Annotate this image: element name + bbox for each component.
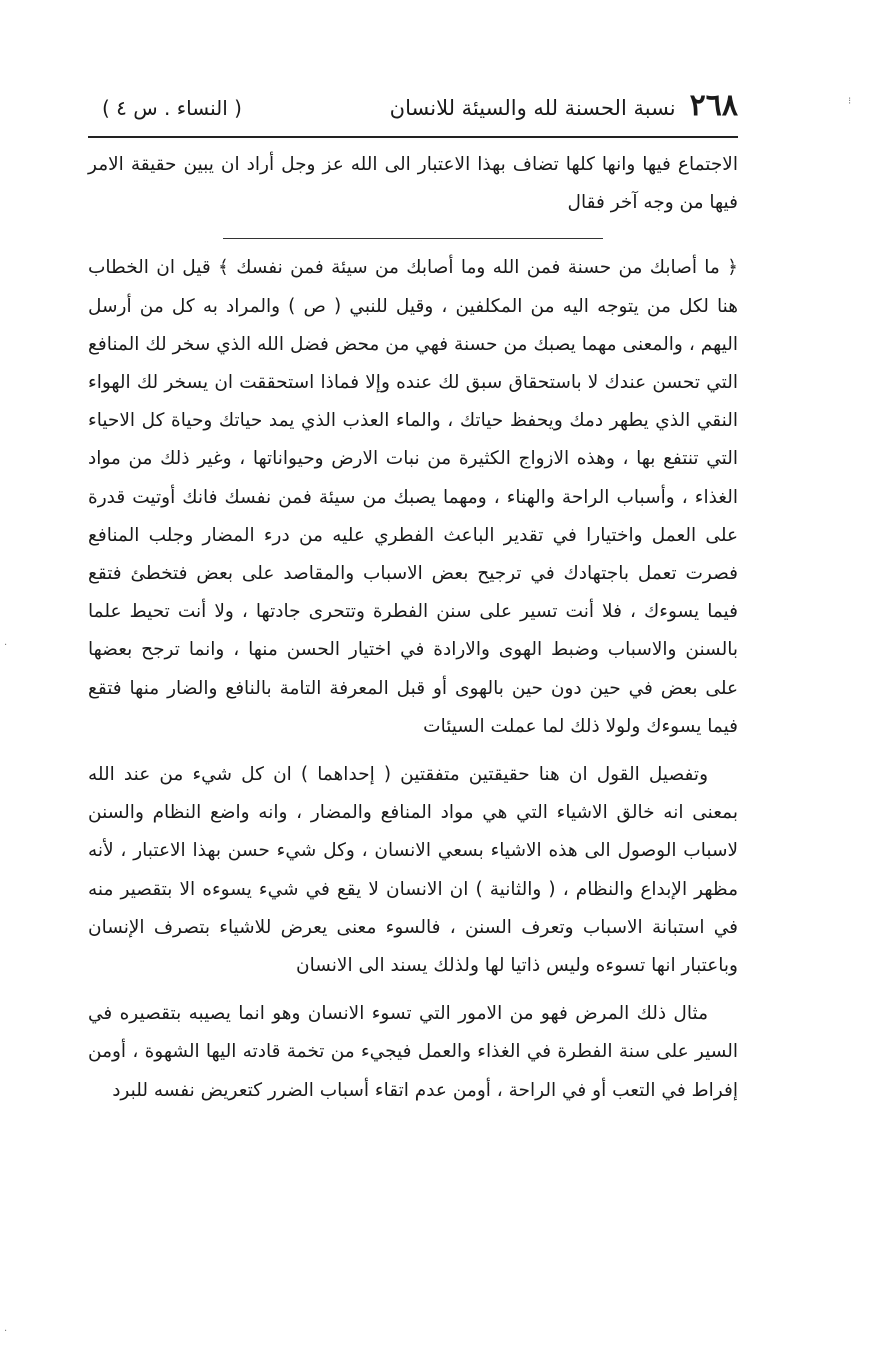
running-header — [88, 88, 738, 132]
book-page — [88, 88, 738, 1110]
margin-mark-left-middle: · — [4, 640, 8, 651]
margin-mark-left-bottom: · — [4, 1326, 8, 1337]
paragraph-intro: الاجتماع فيها وانها كلها تضاف بهذا الاعتبار الى الله عز وجل أراد ان يبين حقيقة الامر فيها من وجه آخر فقال — [88, 154, 738, 214]
sura-reference: ( النساء . س ٤ ) — [102, 96, 242, 120]
running-title: نسبة الحسنة لله والسيئة للانسان — [389, 96, 676, 120]
header-right-group — [390, 88, 738, 123]
paragraph-illness-example: مثال ذلك المرض فهو من الامور التي تسوء الانسان وهو انما يصيبه بتقصيره في السير على سنة الفطرة في الغذاء والعمل فيجيء من تخمة قادته اليها الشهوة ، أومن إفراط في التعب أو في الراحة ، أومن عدم اتقاء أسباب الضرر كتعريض نفسه للبرد — [88, 1003, 738, 1101]
paragraph-verse-commentary: ﴿ ما أصابك من حسنة فمن الله وما أصابك من سيئة فمن نفسك ﴾ قيل ان الخطاب هنا لكل من يتوجه اليه من المكلفين ، وقيل للنبي ( ص ) والمراد به كل من أرسل اليهم ، والمعنى مهما يصبك من حسنة فهي من محض فضل الله الذي سخر لك المنافع التي تحسن عندك لا باستحقاق سبق لك عنده وإلا فماذا استحققت ان يسخر لك الهواء النقي الذي يطهر دمك ويحفظ حياتك ، والماء العذب الذي يمد حياتك وحياة كل الاحياء التي تنتفع بها ، وهذه الازواج الكثيرة من نبات الارض وحيواناتها ، وغير ذلك من مواد الغذاء ، وأسباب الراحة والهناء ، ومهما يصبك من سيئة فمن نفسك فانك أوتيت قدرة على العمل واختيارا في تقدير الباعث الفطري عليه من درء المضار وجلب المنافع فصرت تعمل باجتهادك في ترجيح بعض الاسباب والمقاصد على بعض فتخطئ فتقع فيما يسوءك ، فلا أنت تسير على سنن الفطرة وتتحرى جادتها ، ولا أنت تحيط علما بالسنن والاسباب وضبط الهوى والارادة في اختيار الحسن منها ، وانما ترجح بعضها على بعض في حين دون حين بالهوى أو قبل المعرفة التامة بالنافع والضار منها فتقع فيما يسوءك ولولا ذلك لما عملت السيئات — [88, 257, 738, 737]
section-divider — [223, 238, 603, 239]
paragraph-two-truths: وتفصيل القول ان هنا حقيقتين متفقتين ( إحداهما ) ان كل شيء من عند الله بمعنى انه خالق الاشياء التي هي مواد المنافع والمضار ، وانه واضع النظام والسنن لاسباب الوصول الى هذه الاشياء بسعي الانسان ، وكل شيء حسن بهذا الاعتبار ، لأنه مظهر الإبداع والنظام ، ( والثانية ) ان الانسان لا يقع في شيء يسوءه الا بتقصير منه في استبانة الاسباب وتعرف السنن ، فالسوء معنى يعرض للاشياء بتصرف الإنسان وباعتبار انها تسوءه وليس ذاتيا لها ولذلك يسند الى الانسان — [88, 764, 738, 977]
page-number: ٢٦٨ — [689, 88, 738, 123]
header-rule — [88, 136, 738, 138]
margin-mark-top-right: ⁝ — [848, 96, 852, 107]
